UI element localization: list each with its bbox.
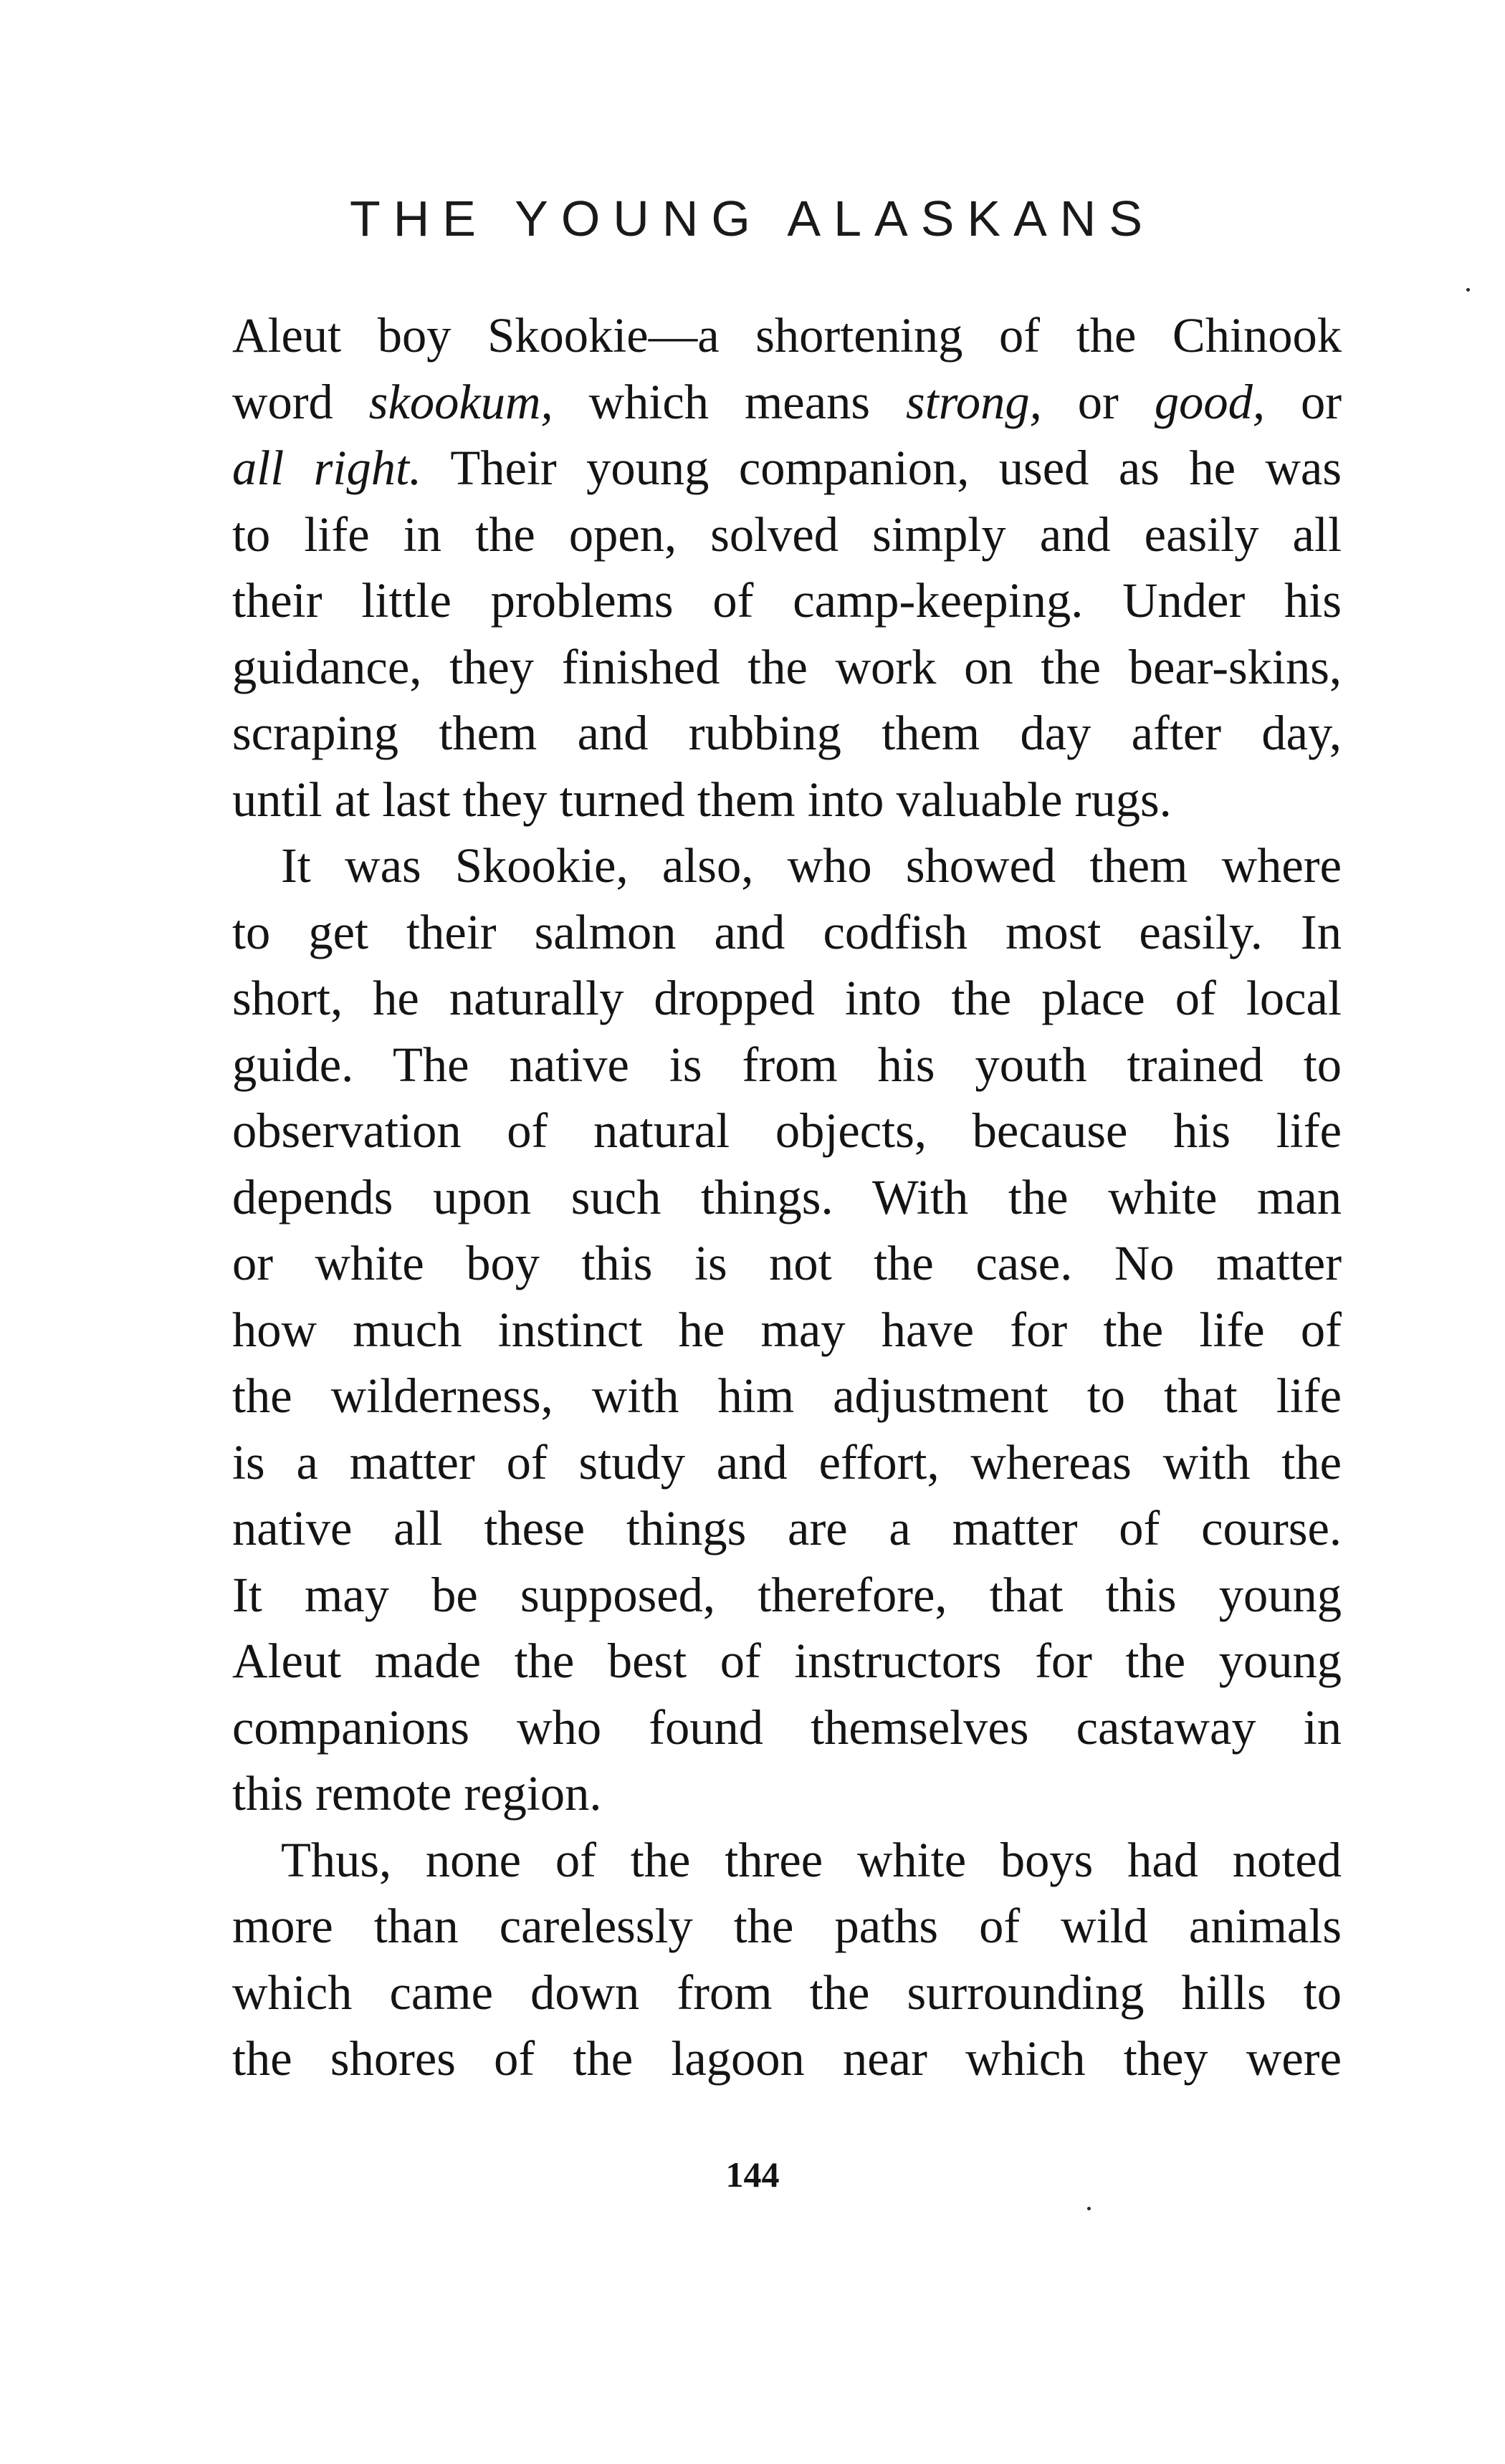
text-run: word — [232, 374, 369, 429]
text-run: which came down from the surrounding hills to — [232, 1965, 1342, 2020]
text-run: native all these things are a matter of course. — [232, 1501, 1342, 1555]
text-run: the shores of the lagoon near which they were — [232, 2031, 1342, 2086]
text-run: It was Skookie, also, who showed them where — [281, 838, 1342, 893]
text-run: this remote region. — [232, 1766, 602, 1821]
text-run: Their young companion, used as he was — [421, 441, 1342, 495]
text-line — [232, 302, 1342, 369]
text-run: how much instinct he may have for the life of — [232, 1302, 1342, 1357]
text-line — [232, 1032, 1342, 1098]
text-line — [232, 1429, 1342, 1496]
text-run: Aleut made the best of instructors for the young — [232, 1634, 1342, 1688]
text-run: or — [1041, 374, 1155, 429]
running-header: THE YOUNG ALASKANS — [349, 191, 1156, 246]
text-run: which means — [553, 374, 907, 429]
text-line — [232, 634, 1342, 701]
text-run: to life in the open, solved simply and easily all — [232, 507, 1342, 562]
text-line — [232, 899, 1342, 966]
text-line — [232, 1628, 1342, 1694]
text-run: the wilderness, with him adjustment to that life — [232, 1368, 1342, 1423]
text-line — [232, 1363, 1342, 1429]
text-line — [232, 369, 1342, 436]
text-run: more than carelessly the paths of wild animals — [232, 1899, 1342, 1953]
text-run: Thus, none of the three white boys had noted — [281, 1832, 1342, 1887]
text-run: until at last they turned them into valuable rugs. — [232, 772, 1172, 827]
text-line — [232, 1893, 1342, 1960]
text-line — [232, 767, 1342, 833]
text-line — [232, 1694, 1342, 1761]
text-run: It may be supposed, therefore, that this young — [232, 1567, 1342, 1622]
text-line — [232, 1297, 1342, 1363]
text-run: short, he naturally dropped into the place of local — [232, 971, 1342, 1025]
italic-term: skookum, — [368, 374, 553, 429]
text-line — [232, 700, 1342, 767]
text-run: guidance, they finished the work on the bear-skins, — [232, 639, 1342, 694]
text-run: Aleut boy Skookie—a shortening of the Chinook — [232, 308, 1342, 363]
text-run: or — [1264, 374, 1342, 429]
italic-term: good, — [1154, 374, 1265, 429]
text-line — [232, 1164, 1342, 1231]
text-run: observation of natural objects, because his life — [232, 1103, 1342, 1158]
italic-term: strong, — [906, 374, 1042, 429]
text-line — [232, 502, 1342, 568]
text-line — [232, 1562, 1342, 1629]
text-run: is a matter of study and effort, whereas with the — [232, 1434, 1342, 1490]
text-line — [232, 1827, 1342, 1894]
text-run: depends upon such things. With the white man — [232, 1169, 1342, 1224]
ink-speck — [1466, 288, 1470, 292]
text-run: guide. The native is from his youth trained to — [232, 1037, 1342, 1092]
text-run: to get their salmon and codfish most easily. In — [232, 904, 1342, 959]
text-line — [232, 1230, 1342, 1297]
ink-speck — [1087, 2207, 1091, 2210]
page-number: 144 — [725, 2154, 780, 2195]
text-line — [232, 1760, 1342, 1827]
text-line — [232, 1960, 1342, 2026]
text-line — [232, 1098, 1342, 1164]
text-run: companions who found themselves castaway in — [232, 1700, 1342, 1755]
text-run: or white boy this is not the case. No matter — [232, 1236, 1342, 1290]
text-line — [232, 833, 1342, 899]
text-line — [232, 567, 1342, 634]
text-line — [232, 965, 1342, 1032]
text-run: their little problems of camp-keeping. Under his — [232, 573, 1342, 628]
body-text — [232, 302, 1342, 2092]
text-line — [232, 1495, 1342, 1562]
text-line — [232, 2026, 1342, 2092]
italic-term: all right. — [232, 441, 422, 495]
text-line — [232, 435, 1342, 502]
text-run: scraping them and rubbing them day after day, — [232, 706, 1342, 760]
